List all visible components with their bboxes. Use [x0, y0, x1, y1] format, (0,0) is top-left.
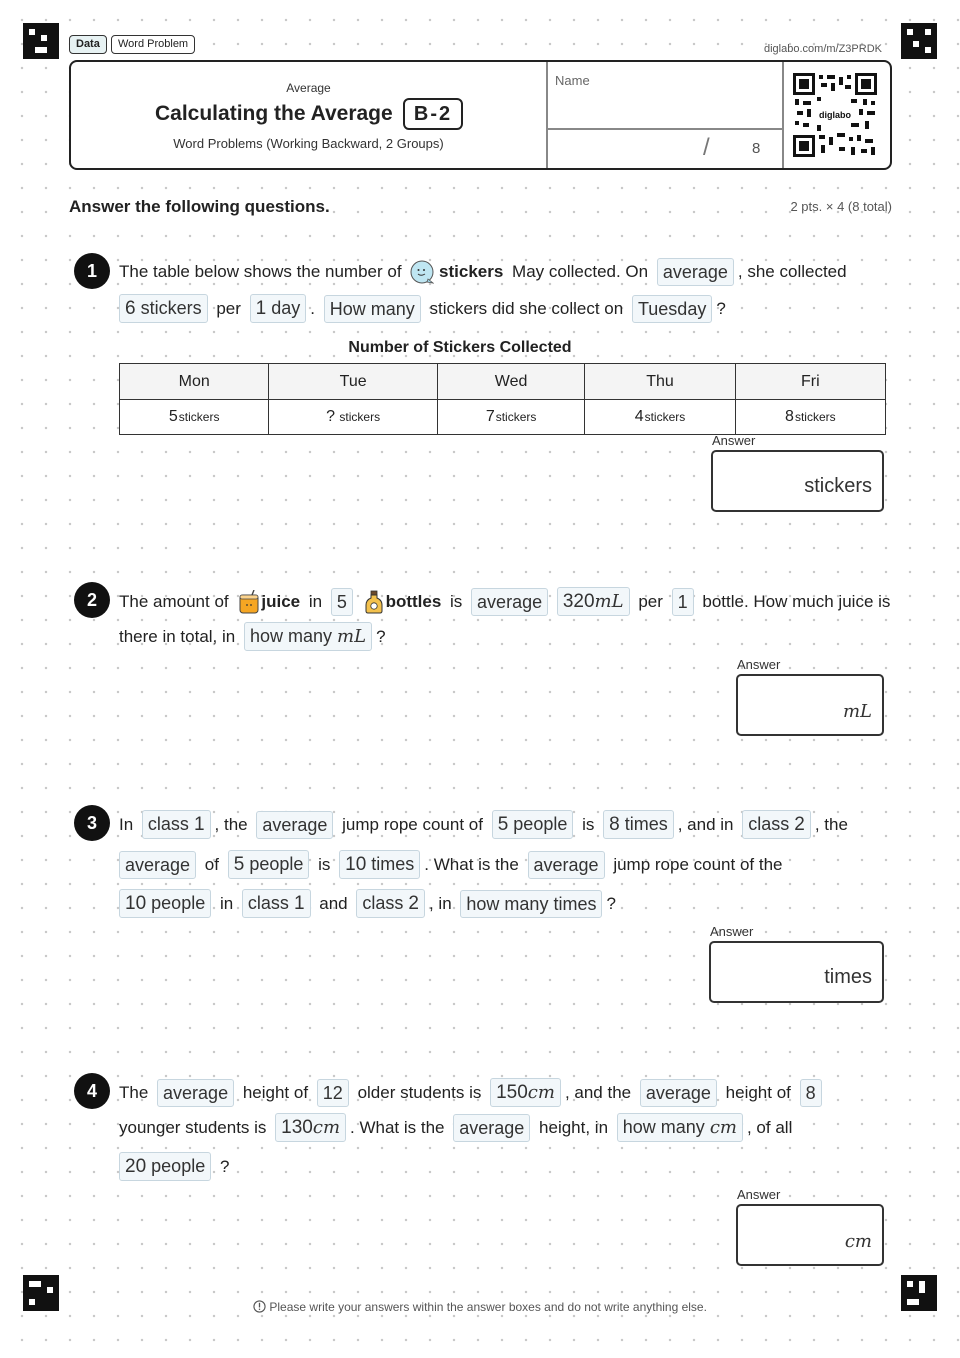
answer-unit: mL — [842, 701, 872, 722]
q3-chip-class-1: class 1 — [242, 889, 311, 918]
header-divider — [782, 62, 784, 168]
question-1-line-2 — [119, 294, 730, 323]
stickers-table — [119, 363, 886, 435]
table-cell: ? stickers — [269, 400, 438, 435]
word-problem-tag: Word Problem — [111, 35, 195, 54]
q1-text: , she collected — [737, 262, 847, 281]
instructions: Answer the following questions. — [69, 197, 330, 216]
q4-chip-average: average — [157, 1079, 234, 1107]
q3-chip-average: average — [528, 851, 605, 879]
worksheet-subtitle: Word Problems (Working Backward, 2 Groups) — [173, 136, 444, 151]
q4-chip-130cm: 130cm — [275, 1113, 346, 1142]
q3-text: , in — [428, 893, 452, 913]
answer-label: Answer — [712, 433, 756, 448]
answer-unit: stickers — [804, 475, 872, 497]
q3-chip-8-times: 8 times — [603, 810, 674, 839]
q4-text: height of — [242, 1082, 309, 1102]
answer-unit: times — [824, 966, 872, 988]
table-cell: 7stickers — [437, 400, 584, 435]
q3-chip-class-1: class 1 — [142, 810, 211, 839]
q4-text: , and the — [564, 1082, 632, 1102]
q2-chip-average: average — [471, 588, 548, 616]
score-slash: / — [703, 134, 710, 161]
answer-box-1[interactable] — [711, 450, 884, 512]
q1-chip-how-many: How many — [324, 295, 421, 323]
q2-text: there in total, in — [119, 626, 236, 646]
q2-text: is — [450, 591, 463, 611]
topic-label: Average — [286, 81, 331, 95]
bottle-icon — [362, 590, 386, 614]
q4-chip-20-people: 20 people — [119, 1152, 211, 1181]
q2-text: ? — [376, 626, 386, 646]
q4-chip-8: 8 — [800, 1079, 822, 1107]
table-header-cell: Tue — [269, 364, 438, 400]
qr-label: diglabo — [819, 110, 851, 120]
question-1-number: 1 — [74, 253, 110, 289]
q3-chip-how-many-times: how many times — [460, 890, 602, 918]
q3-chip-10-people: 10 people — [119, 889, 211, 918]
q3-text: in — [219, 893, 234, 913]
q1-text: per — [216, 298, 241, 318]
corner-marker-top-left — [23, 23, 59, 59]
table-header-cell: Mon — [120, 364, 269, 400]
data-tag: Data — [69, 35, 107, 54]
q3-text: , the — [814, 814, 848, 834]
q3-chip-10-times: 10 times — [339, 850, 420, 879]
answer-box-3[interactable] — [709, 941, 884, 1003]
worksheet-header — [69, 60, 892, 170]
header-divider — [546, 128, 782, 130]
question-3-line-2 — [119, 850, 786, 879]
q2-text: The amount of — [119, 591, 229, 611]
question-4-line-3 — [119, 1152, 233, 1181]
q3-text: In — [119, 814, 134, 834]
q4-chip-12: 12 — [317, 1079, 349, 1107]
q2-chip-320ml: 320mL — [557, 587, 630, 616]
table-header-cell: Wed — [437, 364, 584, 400]
q1-text: stickers did she collect on — [429, 298, 624, 318]
q2-text: per — [638, 591, 663, 611]
question-2-line-1 — [119, 587, 894, 616]
q1-chip-6-stickers: 6 stickers — [119, 294, 208, 323]
worksheet-title: Calculating the Average — [155, 102, 393, 125]
corner-marker-top-right — [901, 23, 937, 59]
q4-text: , of all — [746, 1117, 793, 1137]
answer-label: Answer — [710, 924, 754, 939]
q3-chip-5-people: 5 people — [492, 810, 574, 839]
q3-text: and — [319, 893, 348, 913]
q1-chip-tuesday: Tuesday — [632, 295, 712, 323]
q2-text: bottle. How much juice is — [702, 591, 891, 611]
worksheet-url: diglabo.com/m/Z3PRDK — [764, 43, 882, 55]
info-icon — [253, 1300, 266, 1313]
footer-text: Please write your answers within the answer boxes and do not write anything else. — [269, 1300, 707, 1314]
q2-bottles-word: bottles — [385, 591, 442, 611]
answer-box-4[interactable] — [736, 1204, 884, 1266]
footer-note — [0, 1300, 960, 1314]
q2-text: in — [308, 591, 323, 611]
answer-unit: cm — [844, 1231, 872, 1252]
q4-text: . What is the — [350, 1117, 445, 1137]
question-2-line-2 — [119, 622, 390, 651]
q4-text: ? — [219, 1156, 230, 1176]
question-4-line-1 — [119, 1078, 826, 1107]
q3-chip-average: average — [256, 811, 333, 839]
table-cell: 8stickers — [735, 400, 885, 435]
question-4-number: 4 — [74, 1073, 110, 1109]
q4-text: height of — [725, 1082, 791, 1102]
q2-juice-word: juice — [261, 591, 301, 611]
q3-text: jump rope count of the — [613, 854, 783, 874]
worksheet-code: B-2 — [403, 98, 463, 130]
q3-text: is — [318, 854, 331, 874]
q4-text: older students is — [357, 1082, 482, 1102]
q3-text: , the — [214, 814, 248, 834]
table-header-cell: Thu — [585, 364, 735, 400]
question-3-line-1 — [119, 810, 852, 839]
question-3-line-3 — [119, 889, 620, 918]
qr-code-icon[interactable] — [793, 73, 877, 157]
answer-label: Answer — [737, 1187, 781, 1202]
q3-text: . What is the — [424, 854, 519, 874]
q1-text: The table below shows the number of — [119, 262, 402, 281]
q1-chip-1-day: 1 day — [250, 294, 307, 323]
juice-icon — [237, 590, 261, 614]
table-cell: 5stickers — [120, 400, 269, 435]
question-1-line-1 — [119, 258, 851, 286]
q2-chip-1: 1 — [672, 588, 694, 616]
q3-text: is — [582, 814, 595, 834]
q4-text: The — [119, 1082, 149, 1102]
q3-text: of — [204, 854, 219, 874]
score-total: 8 — [752, 140, 761, 157]
q3-chip-class-2: class 2 — [356, 889, 425, 918]
q2-chip-5: 5 — [331, 588, 353, 616]
q4-chip-how-many-cm: how many cm — [617, 1113, 743, 1142]
points-info: 2 pts. × 4 (8 total) — [790, 199, 892, 214]
table-cell: 4stickers — [585, 400, 735, 435]
q1-text: May collected. On — [512, 262, 649, 281]
table-title: Number of Stickers Collected — [348, 339, 572, 356]
q1-chip-average: average — [657, 258, 734, 286]
q1-text: . — [310, 298, 316, 318]
q3-chip-5-people: 5 people — [228, 850, 310, 879]
q3-text: jump rope count of — [342, 814, 483, 834]
table-header-cell: Fri — [735, 364, 885, 400]
name-field[interactable]: Name — [555, 73, 590, 88]
answer-label: Answer — [737, 657, 781, 672]
q4-chip-average: average — [640, 1079, 717, 1107]
q1-text: ? — [716, 298, 726, 318]
q3-chip-class-2: class 2 — [742, 810, 811, 839]
q1-stickers-word: stickers — [439, 262, 504, 281]
q4-text: height, in — [539, 1117, 609, 1137]
sticker-icon — [410, 260, 434, 284]
q4-chip-150cm: 150cm — [490, 1078, 561, 1107]
q3-text: ? — [606, 893, 616, 913]
q3-chip-average: average — [119, 851, 196, 879]
q4-chip-average: average — [453, 1114, 530, 1142]
question-3-number: 3 — [74, 805, 110, 841]
question-4-line-2 — [119, 1113, 796, 1142]
q4-text: younger students is — [119, 1117, 267, 1137]
q2-chip-how-many: how many mL — [244, 622, 372, 651]
answer-box-2[interactable] — [736, 674, 884, 736]
header-divider — [546, 62, 548, 168]
q3-text: , and in — [677, 814, 734, 834]
question-2-number: 2 — [74, 582, 110, 618]
